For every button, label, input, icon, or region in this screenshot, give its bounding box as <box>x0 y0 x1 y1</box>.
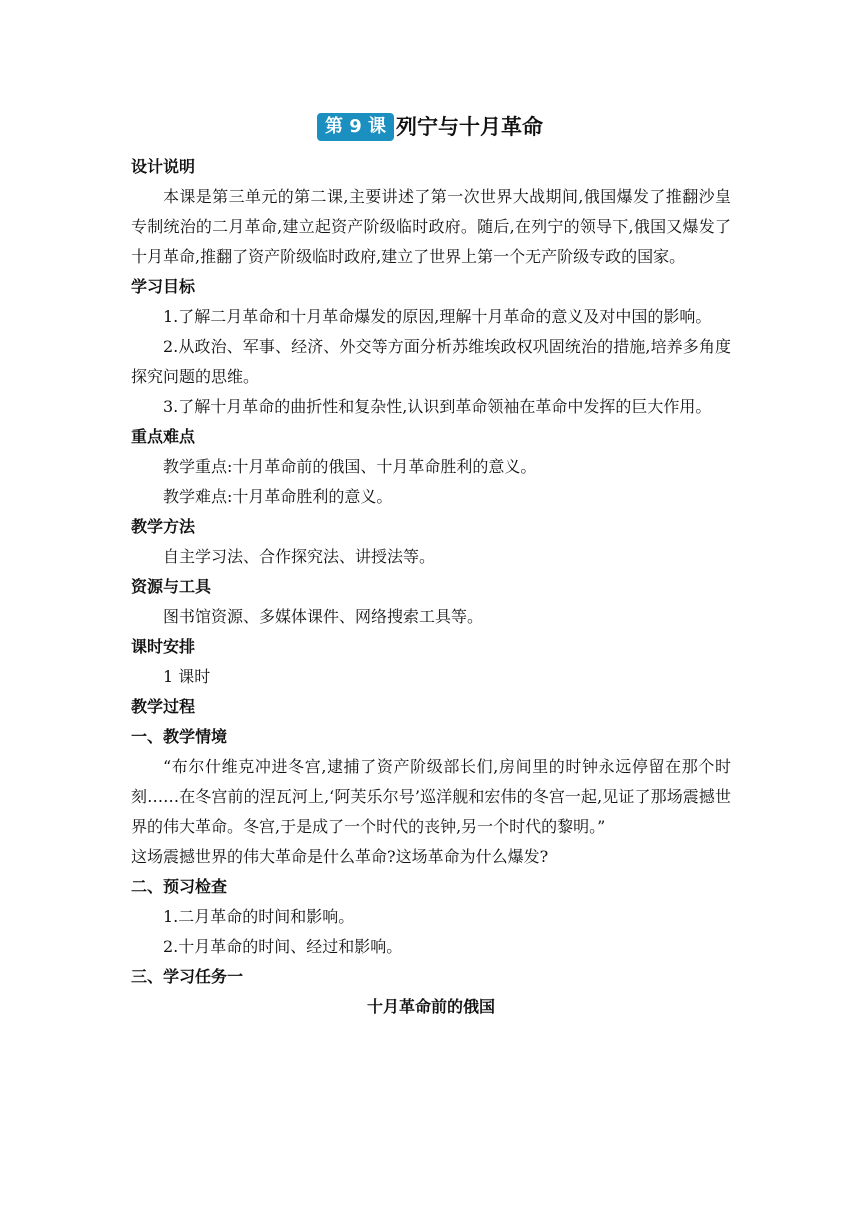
goal-item: 1.了解二月革命和十月革命爆发的原因,理解十月革命的意义及对中国的影响。 <box>163 307 712 326</box>
part1-heading: 一、教学情境 <box>131 727 228 746</box>
preview-item: 2.十月革命的时间、经过和影响。 <box>163 937 403 956</box>
lesson-title: 列宁与十月革命 <box>396 115 544 139</box>
keypoint-item: 教学重点:十月革命前的俄国、十月革命胜利的意义。 <box>163 457 537 476</box>
lesson-title-row <box>0 112 860 142</box>
part3-heading: 三、学习任务一 <box>131 967 244 986</box>
goal-item: 3.了解十月革命的曲折性和复杂性,认识到革命领袖在革命中发挥的巨大作用。 <box>163 397 712 416</box>
scenario-question: 这场震撼世界的伟大革命是什么革命?这场革命为什么爆发? <box>131 847 549 866</box>
keypoint-item: 教学难点:十月革命胜利的意义。 <box>163 487 393 506</box>
goals-heading: 学习目标 <box>131 277 196 296</box>
process-heading: 教学过程 <box>131 697 196 716</box>
goal-item: 2.从政治、军事、经济、外交等方面分析苏维埃政权巩固统治的措施,培养多角度探究问题的思维。 <box>131 337 731 386</box>
design-text: 本课是第三单元的第二课,主要讲述了第一次世界大战期间,俄国爆发了推翻沙皇专制统治的二月革命,建立起资产阶级临时政府。随后,在列宁的领导下,俄国又爆发了十月革命,推翻了资产阶级临时政府,建立了世界上第一个无产阶级专政的国家。 <box>131 187 731 266</box>
schedule-text: 1 课时 <box>163 667 211 686</box>
lesson-number-badge: 第 9 课 <box>317 113 394 141</box>
task-subtitle: 十月革命前的俄国 <box>366 997 495 1016</box>
resources-heading: 资源与工具 <box>131 577 212 596</box>
methods-text: 自主学习法、合作探究法、讲授法等。 <box>163 547 436 566</box>
scenario-quote: “布尔什维克冲进冬宫,逮捕了资产阶级部长们,房间里的时钟永远停留在那个时刻……在冬宫前的涅瓦河上,‘阿芙乐尔号’巡洋舰和宏伟的冬宫一起,见证了那场震撼世界的伟大革命。冬宫,于是成了一个时代的丧钟,另一个时代的黎明。” <box>131 757 731 836</box>
design-heading: 设计说明 <box>131 157 196 176</box>
methods-heading: 教学方法 <box>131 517 196 536</box>
resources-text: 图书馆资源、多媒体课件、网络搜索工具等。 <box>163 607 484 626</box>
preview-item: 1.二月革命的时间和影响。 <box>163 907 355 926</box>
schedule-heading: 课时安排 <box>131 637 196 656</box>
lesson-content <box>131 152 731 1022</box>
keypoints-heading: 重点难点 <box>131 427 196 446</box>
part2-heading: 二、预习检查 <box>131 877 228 896</box>
